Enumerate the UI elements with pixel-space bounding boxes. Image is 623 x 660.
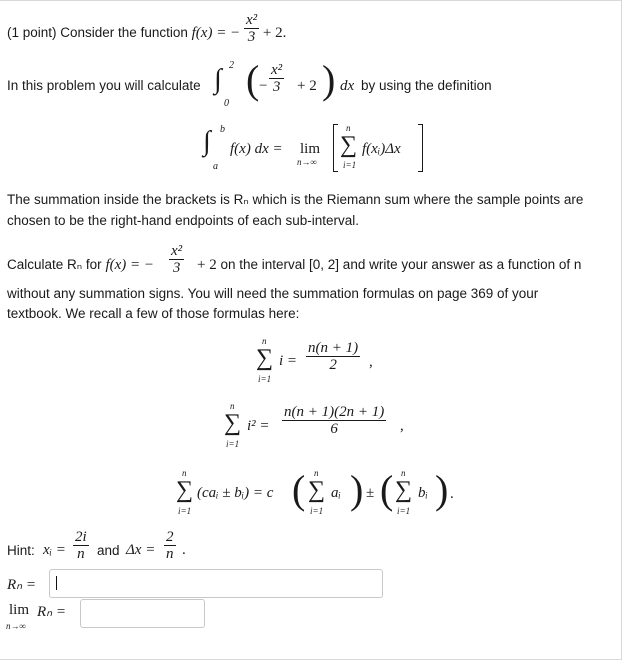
task-line1-tail: [197, 257, 581, 274]
task-func-num: x²: [171, 243, 183, 259]
f2-den: 6: [282, 420, 386, 437]
integral-sign-1: ∫: [214, 64, 222, 95]
f3-b-sum-top: n: [401, 468, 406, 478]
f3-a-right-paren: ): [350, 467, 364, 512]
f1-tail: ,: [369, 354, 373, 370]
f3-a-left-paren: (: [292, 467, 306, 512]
intro-func-den: 3: [244, 28, 259, 45]
lim-label: lim: [9, 602, 30, 618]
f2-sum-top: n: [230, 401, 235, 411]
f2-num: n(n + 1)(2n + 1): [284, 404, 385, 420]
task-func-den: 3: [169, 259, 184, 276]
f1-sum-top: n: [262, 336, 267, 346]
hint-dx-lhs: Δx =: [126, 542, 156, 558]
calc-tail: by using the definition: [361, 78, 492, 93]
task-line1: [7, 257, 154, 274]
def-sum-top: n: [346, 123, 351, 133]
f3-sum-bottom: i=1: [178, 506, 192, 516]
f3-body: (caᵢ ± bᵢ) = c: [197, 485, 274, 501]
intro-func-lhs: f(x) = −: [191, 25, 241, 42]
f3-b-sum-bottom: i=1: [397, 506, 411, 516]
integrand1-den: 3: [269, 78, 284, 95]
def-lim: lim: [300, 141, 321, 157]
f3-a-sigma: ∑: [308, 477, 326, 503]
hint-xi-den: n: [73, 545, 89, 562]
lim-sub: n→∞: [6, 621, 26, 631]
hint-dx-num: 2: [166, 529, 174, 545]
right-bracket: [418, 124, 423, 172]
int1-lower: 0: [224, 98, 229, 109]
right-paren-1: ): [322, 57, 336, 102]
integral-sign-2: ∫: [203, 126, 211, 157]
f1-num: n(n + 1): [308, 340, 359, 356]
intro-line: [7, 12, 287, 45]
f3-b-body: bᵢ: [418, 485, 428, 501]
f3-pm: ±: [366, 485, 375, 501]
task-func-tail: + 2: [197, 257, 217, 273]
f3-a-sum-bottom: i=1: [310, 506, 324, 516]
def-sum-bottom: i=1: [343, 160, 357, 170]
hint-dx-den: n: [166, 546, 174, 562]
f3-b-left-paren: (: [380, 467, 394, 512]
left-bracket: [333, 124, 338, 172]
integrand1-dx: dx: [340, 78, 355, 94]
def-integrand: f(x) dx =: [230, 141, 283, 157]
hint-xi-frac: [73, 529, 89, 562]
hint-label: Hint:: [7, 543, 35, 558]
def-sigma: ∑: [340, 132, 358, 158]
def-sum-body: f(xᵢ)Δx: [362, 141, 401, 157]
f3-sigma: ∑: [176, 477, 194, 503]
int2-lower: a: [213, 161, 218, 172]
rn-label: Rₙ =: [7, 577, 37, 593]
f3-a-sum-top: n: [314, 468, 319, 478]
task-func-frac: [169, 243, 184, 276]
f3-a-body: aᵢ: [331, 485, 341, 501]
rn-input[interactable]: [49, 569, 383, 598]
f1-den: 2: [306, 356, 360, 373]
left-paren-1: (: [246, 57, 260, 102]
f2-frac: [282, 404, 386, 437]
task-line3: textbook. We recall a few of those formulas here:: [7, 306, 300, 321]
f3-b-sigma: ∑: [395, 477, 413, 503]
hint-tail: .: [182, 542, 186, 558]
intro-func-num: x²: [245, 12, 258, 28]
integrand1-sign: −: [259, 78, 268, 94]
f3-sum-top: n: [182, 468, 187, 478]
f3-tail: .: [450, 486, 454, 502]
lim-input[interactable]: [80, 599, 205, 628]
task-lead: Calculate Rₙ for: [7, 257, 102, 272]
intro-func-frac: [244, 12, 259, 45]
def-lim-sub: n→∞: [297, 157, 317, 167]
f1-sum-bottom: i=1: [258, 374, 272, 384]
f3-b-right-paren: ): [435, 467, 449, 512]
lim-rn-label: Rₙ =: [37, 604, 67, 620]
integrand1-tail: + 2: [297, 78, 317, 94]
intro-func-tail: + 2.: [262, 25, 287, 42]
calc-lead: In this problem you will calculate: [7, 78, 201, 93]
summation-note: The summation inside the brackets is Rₙ which is the Riemann sum where the sample points are chosen to be the right-hand endpoints of each sub-interval.: [7, 192, 584, 228]
hint-dx-frac: [164, 529, 176, 562]
task-line2: without any summation signs. You will need the summation formulas on page 369 of your: [7, 286, 539, 301]
f2-sum-bottom: i=1: [226, 439, 240, 449]
integrand1-num: x²: [271, 62, 283, 78]
task-interval: on the interval [0, 2] and write your answer as a function of n: [220, 257, 582, 272]
intro-text: (1 point) Consider the function: [7, 25, 188, 41]
int1-upper: 2: [229, 60, 234, 71]
hint-xi-num: 2i: [75, 529, 87, 545]
hint-and: and: [97, 543, 120, 558]
f1-frac: [306, 340, 360, 373]
f2-body: i² =: [247, 418, 270, 434]
f1-body: i =: [279, 353, 298, 369]
task-func-lhs: f(x) = −: [105, 257, 154, 273]
f2-sigma: ∑: [224, 410, 242, 436]
integrand1-frac: [269, 62, 284, 95]
hint-xi-lhs: xᵢ =: [43, 542, 66, 558]
text-caret: [56, 576, 57, 590]
int2-upper: b: [220, 124, 225, 135]
f2-tail: ,: [400, 418, 404, 434]
f1-sigma: ∑: [256, 345, 274, 371]
